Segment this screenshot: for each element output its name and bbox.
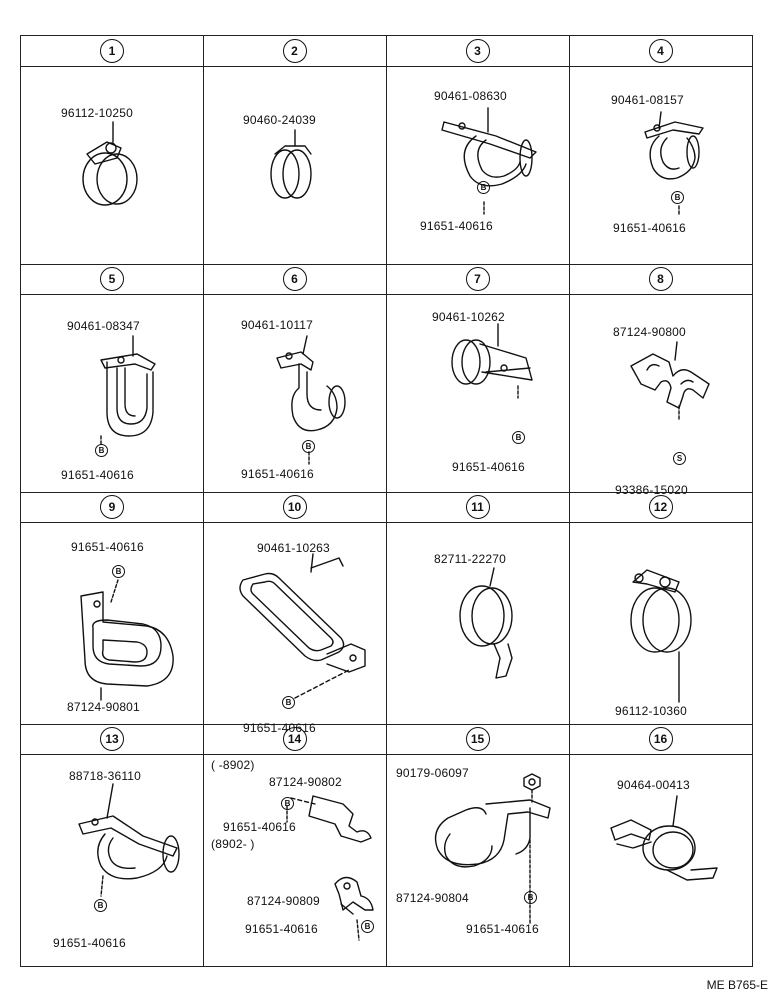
part-number: 91651-40616 [61, 468, 134, 482]
item-number: 4 [649, 39, 673, 63]
part-number: 91651-40616 [71, 540, 144, 554]
parts-grid [20, 35, 753, 967]
item-number: 14 [283, 727, 307, 751]
item-number: 1 [100, 39, 124, 63]
part-cell-7 [386, 264, 569, 492]
serial-range: (8902- ) [211, 837, 255, 851]
bolt-tag: B [95, 444, 108, 457]
part-number: 82711-22270 [434, 552, 507, 566]
part-number: 90461-10117 [241, 318, 314, 332]
part-cell-8 [569, 264, 752, 497]
band-clamp-drawing [203, 36, 386, 264]
part-cell-14 [203, 724, 386, 968]
double-band-clip-drawing [569, 724, 752, 968]
part-cell-2 [203, 36, 386, 264]
double-clip-drawing [569, 264, 752, 492]
serial-range: ( -8902) [211, 758, 255, 772]
part-number: 91651-40616 [613, 221, 686, 235]
clamp-with-bolt-drawing [21, 492, 203, 724]
part-number: 87124-90809 [247, 894, 320, 908]
part-cell-3 [386, 36, 569, 264]
part-number: 90461-08630 [434, 89, 507, 103]
part-cell-4 [569, 36, 752, 264]
bolt-tag: B [281, 797, 294, 810]
hose-clamp-drawing [569, 492, 752, 724]
part-cell-6 [203, 264, 386, 492]
part-number: 90461-08157 [611, 93, 684, 107]
item-number: 5 [100, 267, 124, 291]
part-number: 90461-08347 [67, 319, 140, 333]
part-number: 91651-40616 [53, 936, 126, 950]
part-cell-16 [569, 724, 752, 968]
part-cell-9 [21, 492, 203, 724]
part-number: 91651-40616 [420, 219, 493, 233]
part-cell-1 [21, 36, 203, 264]
part-number: 91651-40616 [452, 460, 525, 474]
screw-tag: S [673, 452, 686, 465]
part-number: 90461-10262 [432, 310, 505, 324]
part-number: 87124-90802 [269, 775, 342, 789]
clamp-with-bolt-drawing [21, 724, 203, 968]
part-cell-15 [386, 724, 569, 968]
part-number: 90179-06097 [396, 766, 469, 780]
item-number: 16 [649, 727, 673, 751]
clamp-with-bolt-drawing [386, 264, 569, 492]
bolt-tag: B [512, 431, 525, 444]
bolt-tag: B [524, 891, 537, 904]
item-number: 6 [283, 267, 307, 291]
part-number: 90461-10263 [257, 541, 330, 555]
part-number: 91651-40616 [241, 467, 314, 481]
item-number: 2 [283, 39, 307, 63]
item-number: 11 [466, 495, 490, 519]
part-number: 91651-40616 [243, 721, 316, 735]
clamp-with-bolt-drawing [203, 264, 386, 492]
part-number: 87124-90800 [613, 325, 686, 339]
part-number: 91651-40616 [466, 922, 539, 936]
item-number: 7 [466, 267, 490, 291]
item-number: 10 [283, 495, 307, 519]
band-with-clip-drawing [386, 492, 569, 724]
part-cell-11 [386, 492, 569, 724]
part-number: 87124-90801 [67, 700, 140, 714]
bolt-tag: B [94, 899, 107, 912]
part-cell-10 [203, 492, 386, 735]
item-number: 13 [100, 727, 124, 751]
long-clamp-drawing [203, 492, 386, 724]
bolt-tag: B [671, 191, 684, 204]
item-number: 8 [649, 267, 673, 291]
bolt-tag: B [302, 440, 315, 453]
hose-clamp-drawing [21, 36, 203, 264]
part-number: 91651-40616 [223, 820, 296, 834]
part-number: 88718-36110 [69, 769, 142, 783]
part-cell-12 [569, 492, 752, 724]
item-number: 12 [649, 495, 673, 519]
part-cell-13 [21, 724, 203, 968]
clamp-with-bolt-drawing [21, 264, 203, 492]
part-number: 87124-90804 [396, 891, 469, 905]
diagram-code: ME B765-E [706, 978, 768, 992]
item-number: 15 [466, 727, 490, 751]
bolt-tag: B [477, 181, 490, 194]
part-number: 91651-40616 [245, 922, 318, 936]
item-number: 3 [466, 39, 490, 63]
part-number: 96112-10360 [615, 704, 688, 718]
part-cell-5 [21, 264, 203, 492]
bolt-tag: B [361, 920, 374, 933]
part-number: 90464-00413 [617, 778, 690, 792]
part-number: 90460-24039 [243, 113, 316, 127]
part-number: 96112-10250 [61, 106, 134, 120]
item-number: 9 [100, 495, 124, 519]
part-number: 93386-15020 [615, 483, 688, 497]
bolt-tag: B [282, 696, 295, 709]
bolt-tag: B [112, 565, 125, 578]
